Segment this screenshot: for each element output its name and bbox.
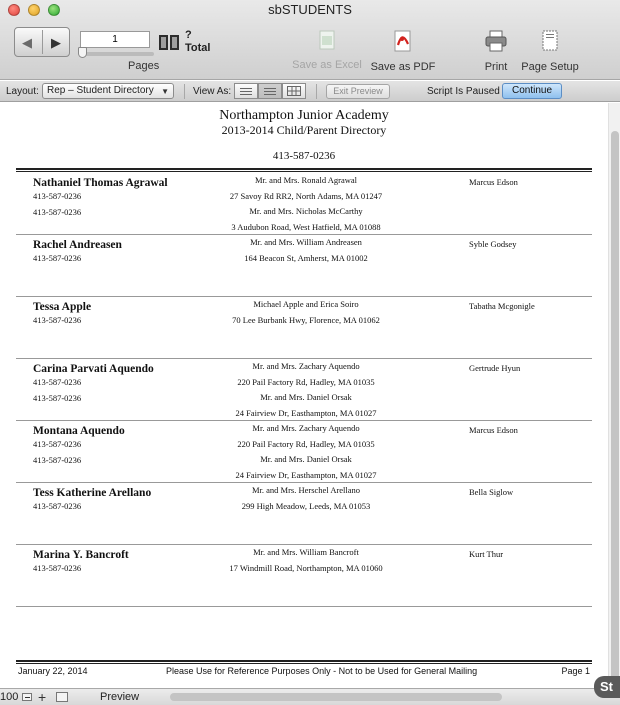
page-number-field[interactable]: 1 <box>80 31 150 48</box>
chevron-down-icon: ▼ <box>161 87 169 96</box>
vertical-scroll-thumb[interactable] <box>611 131 619 683</box>
advisor-name: Marcus Edson <box>469 425 518 435</box>
parent-address-line: Mr. and Mrs. Herschel Arellano <box>251 485 361 495</box>
exit-preview-button[interactable]: Exit Preview <box>326 84 390 99</box>
page-setup-button[interactable] <box>518 30 582 73</box>
student-name: Montana Aquendo <box>33 425 125 437</box>
printer-icon <box>484 30 508 52</box>
parent-address-line: 220 Pail Factory Rd, Hadley, MA 01035 <box>237 376 375 387</box>
student-entry <box>16 421 592 483</box>
student-phone: 413-587-0236 <box>33 439 82 449</box>
toolbar-separator <box>184 84 185 99</box>
parent-address-line: 3 Audubon Road, West Hatfield, MA 01088 <box>231 221 381 232</box>
student-name: Marina Y. Bancroft <box>33 549 129 561</box>
parent-address-line: Mr. and Mrs. William Bancroft <box>253 547 359 557</box>
footer-note: Please Use for Reference Purposes Only - Not to be Used for General Mailing <box>166 666 478 676</box>
mode-label: Preview <box>100 691 140 703</box>
window-toolbar <box>0 0 620 80</box>
advisor-name: Gertrude Hyun <box>469 363 521 373</box>
page-setup-icon <box>539 30 561 52</box>
total-label: Total <box>185 42 211 54</box>
student-entry <box>16 483 592 545</box>
parent-address-line: Michael Apple and Erica Soiro <box>253 299 359 309</box>
parent-address-line: Mr. and Mrs. Daniel Orsak <box>260 454 352 464</box>
school-phone: 413-587-0236 <box>272 150 336 162</box>
advisor-name: Bella Siglow <box>469 487 514 497</box>
total-count: ? <box>185 29 192 41</box>
student-phone: 413-587-0236 <box>33 563 82 573</box>
view-as-form-button[interactable] <box>234 83 258 99</box>
vertical-scrollbar[interactable] <box>608 103 620 688</box>
overlay-badge: St <box>594 676 620 698</box>
zoom-out-icon[interactable] <box>22 693 32 701</box>
header-rule <box>16 168 592 172</box>
script-status-text: Script Is Paused <box>427 86 500 97</box>
bottom-status-bar <box>0 688 620 705</box>
parent-address-line: 299 High Meadow, Leeds, MA 01053 <box>241 500 371 511</box>
horizontal-scrollbar[interactable] <box>170 693 502 701</box>
student-entry <box>16 173 592 235</box>
table-view-icon <box>287 86 301 96</box>
status-toolbar <box>0 81 620 102</box>
footer-date: January 22, 2014 <box>18 666 88 676</box>
save-as-excel-label: Save as Excel <box>292 59 362 71</box>
list-view-icon <box>264 88 276 95</box>
student-phone: 413-587-0236 <box>33 455 82 465</box>
parent-address-line: Mr. and Mrs. Zachary Aquendo <box>252 361 360 371</box>
pdf-document-icon <box>392 30 414 52</box>
student-phone: 413-587-0236 <box>33 501 82 511</box>
report-page <box>0 103 608 688</box>
student-name: Rachel Andreasen <box>33 239 122 251</box>
student-entry <box>16 545 592 607</box>
layout-dropdown-value: Rep – Student Directory <box>47 85 154 96</box>
parent-address-line: Mr. and Mrs. Zachary Aquendo <box>252 423 360 433</box>
advisor-name: Kurt Thur <box>469 549 504 559</box>
toggle-toolbar-icon[interactable] <box>56 692 68 702</box>
page-slider-handle[interactable] <box>78 47 87 58</box>
student-entry <box>16 235 592 297</box>
student-phone: 413-587-0236 <box>33 377 82 387</box>
footer-rule <box>16 660 592 664</box>
book-icon <box>158 33 180 53</box>
view-as-list-button[interactable] <box>258 83 282 99</box>
form-view-icon <box>240 88 252 95</box>
save-as-excel-button[interactable] <box>290 30 364 71</box>
parent-address-line: Mr. and Mrs. William Andreasen <box>250 237 362 247</box>
layout-label: Layout: <box>6 86 39 97</box>
parent-address-line: 164 Beacon St, Amherst, MA 01002 <box>244 252 368 263</box>
print-button[interactable] <box>478 30 514 73</box>
student-name: Tessa Apple <box>33 301 92 313</box>
advisor-name: Syble Godsey <box>469 239 517 249</box>
student-phone: 413-587-0236 <box>33 315 82 325</box>
save-as-pdf-button[interactable] <box>370 30 436 73</box>
parent-address-line: Mr. and Mrs. Daniel Orsak <box>260 392 352 402</box>
parent-address-line: 220 Pail Factory Rd, Hadley, MA 01035 <box>237 438 375 449</box>
student-entry <box>16 297 592 359</box>
page-slider-track[interactable] <box>80 52 154 56</box>
pages-label: Pages <box>128 60 160 72</box>
view-as-table-button[interactable] <box>282 83 306 99</box>
report-subtitle: 2013-2014 Child/Parent Directory <box>221 123 387 137</box>
next-page-icon[interactable]: ▶ <box>51 35 61 50</box>
student-phone: 413-587-0236 <box>33 207 82 217</box>
student-phone: 413-587-0236 <box>33 191 82 201</box>
record-navigator[interactable] <box>14 27 70 57</box>
toolbar-separator <box>316 84 317 99</box>
student-entry <box>16 359 592 421</box>
footer-page-number: Page 1 <box>561 666 590 676</box>
window-title: sbSTUDENTS <box>268 2 352 17</box>
advisor-name: Tabatha Mcgonigle <box>469 301 535 311</box>
student-name: Carina Parvati Aquendo <box>33 363 154 375</box>
excel-document-icon <box>317 30 337 50</box>
parent-address-line: 27 Savoy Rd RR2, North Adams, MA 01247 <box>229 190 383 201</box>
parent-address-line: 24 Fairview Dr, Easthampton, MA 01027 <box>235 469 377 480</box>
parent-address-line: 70 Lee Burbank Hwy, Florence, MA 01062 <box>232 314 380 325</box>
navigator-divider <box>42 30 43 54</box>
continue-script-button[interactable]: Continue <box>502 83 562 99</box>
print-label: Print <box>484 61 508 73</box>
parent-address-line: 17 Windmill Road, Northampton, MA 01060 <box>229 562 383 573</box>
student-phone: 413-587-0236 <box>33 253 82 263</box>
view-as-label: View As: <box>193 86 232 97</box>
parent-address-line: 24 Fairview Dr, Easthampton, MA 01027 <box>235 407 377 418</box>
save-as-pdf-label: Save as PDF <box>370 61 436 73</box>
parent-address-line: Mr. and Mrs. Ronald Agrawal <box>255 175 357 185</box>
report-title: Northampton Junior Academy <box>219 108 389 123</box>
student-name: Tess Katherine Arellano <box>33 487 152 499</box>
zoom-in-icon[interactable]: + <box>38 689 47 705</box>
zoom-level[interactable]: 100 <box>0 691 19 703</box>
parent-address-line: Mr. and Mrs. Nicholas McCarthy <box>249 206 363 216</box>
advisor-name: Marcus Edson <box>469 177 518 187</box>
student-phone: 413-587-0236 <box>33 393 82 403</box>
previous-page-icon[interactable]: ◀ <box>22 35 32 50</box>
layout-dropdown[interactable] <box>42 83 174 99</box>
student-name: Nathaniel Thomas Agrawal <box>33 177 168 189</box>
page-setup-label: Page Setup <box>521 61 579 73</box>
